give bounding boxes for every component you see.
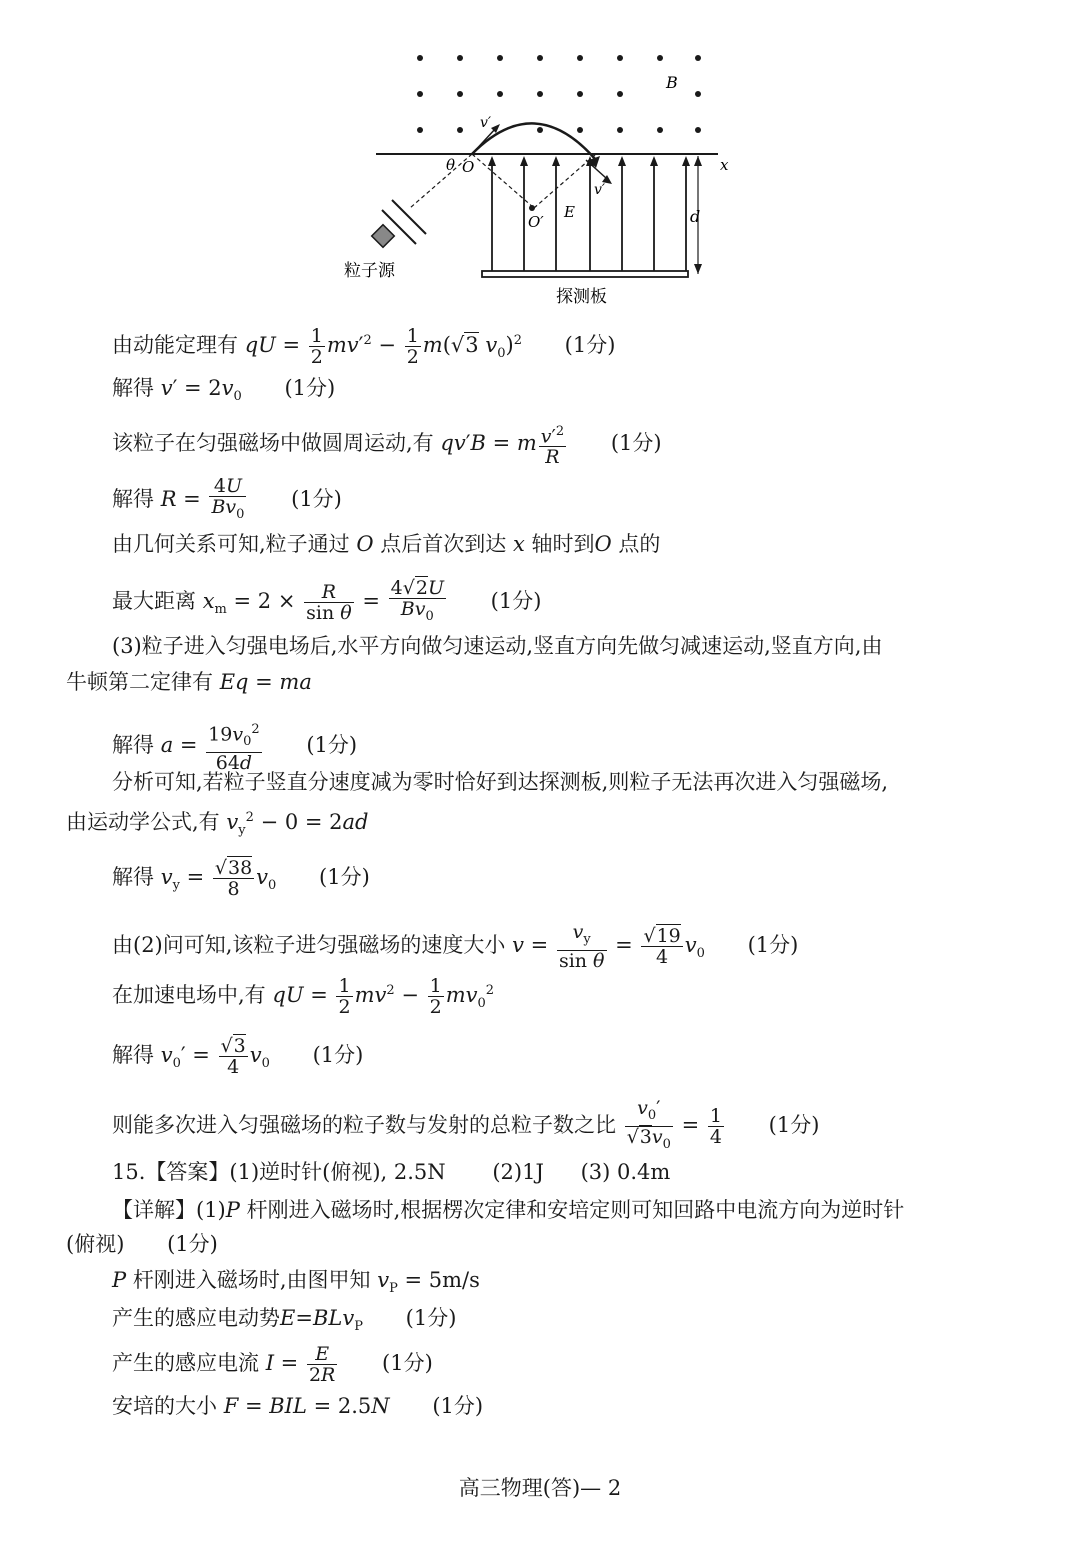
- line-q15-answer: 15.【答案】(1)逆时针(俯视), 2.5N (2)1J (3) 0.4m: [112, 1160, 671, 1184]
- label-vprime-right: v′: [594, 182, 606, 198]
- line-ratio: 则能多次进入匀强磁场的粒子数与发射的总粒子数之比 $\frac{v_0'}{√3v_0}$ = $\frac{1}{4}$ (1分): [112, 1097, 820, 1152]
- label-vprime-top: v′: [480, 115, 492, 131]
- line-solve-vy: 解得 $v_y$ = $\frac{√38}{8}$ $v_0$ (1分): [112, 857, 370, 900]
- line-emf: 产生的感应电动势E=BLv$_P$ (1分): [112, 1306, 457, 1335]
- line-circular-motion: 该粒子在匀强磁场中做圆周运动,有 qv′B = m $\frac{v'^2}{R}$ (1分): [112, 424, 662, 469]
- electric-field-lines: [492, 160, 686, 272]
- label-E: E: [564, 203, 575, 221]
- label-x: x: [720, 156, 729, 174]
- line-speed: 由(2)问可知,该粒子进匀强磁场的速度大小 v = $\frac{v_y}{\text{sin θ}}$ = $\frac{√19}{4}$ $v_0$ (1分): [112, 921, 799, 972]
- line-accel-field: 在加速电场中,有 qU = $\frac{1}{2}$ $mv^2$ − $\frac{1}{2}$ $mv_0^2$: [112, 975, 495, 1018]
- line-vp: P 杆刚进入磁场时,由图甲知 $v_P = 5m/s$: [112, 1268, 480, 1297]
- line-kinetic-energy: 由动能定理有 qU = $\frac{1}{2}$ $mv'^2$ − $\frac{1}{2}$ m(√3 $v_0)^2$ (1分): [112, 325, 616, 368]
- label-d: d: [690, 207, 701, 226]
- plate-1: [392, 200, 426, 234]
- label-plate: 探测板: [556, 287, 607, 307]
- line-part3: (3)粒子进入匀强电场后,水平方向做匀速运动,竖直方向先做匀减速运动,竖直方向,由: [112, 634, 883, 658]
- label-B: B: [666, 73, 678, 92]
- label-source: 粒子源: [344, 261, 395, 281]
- line-solve-v0prime: 解得 $v_0'$ = $\frac{√3}{4}$ $v_0$ (1分): [112, 1035, 364, 1078]
- label-O: O: [462, 158, 475, 176]
- line-analysis: 分析可知,若粒子竖直分速度减为零时恰好到达探测板,则粒子无法再次进入匀强磁场,: [112, 770, 889, 794]
- line-solve-R: 解得 R = $\frac{4U}{Bv_0}$ (1分): [112, 475, 342, 522]
- line-newton: 牛顿第二定律有 Eq = ma: [66, 670, 312, 694]
- particle-source: [372, 225, 395, 248]
- line-q15-detail: 【详解】(1)P 杆刚进入磁场时,根据楞次定律和安培定则可知回路中电流方向为逆时针: [112, 1198, 905, 1222]
- line-current: 产生的感应电流 I = $\frac{E}{2R}$ (1分): [112, 1343, 433, 1386]
- line-ampere-force: 安培的大小 F = BIL = 2.5N (1分): [112, 1394, 484, 1418]
- label-theta: θ: [446, 156, 456, 174]
- line-solve-vprime: 解得 $v' = 2v_0$ (1分): [112, 376, 336, 405]
- line-kinematics: 由运动学公式,有 $v_y^2 - 0 = 2ad$: [66, 810, 369, 839]
- line-topview: (俯视) (1分): [66, 1232, 218, 1256]
- page-footer: 高三物理(答)— 2: [458, 1476, 622, 1500]
- line-geometry: 由几何关系可知,粒子通过 O 点后首次到达 x 轴时到O 点的: [112, 532, 661, 556]
- line-solve-a: 解得 a = $\frac{19v_0^2}{64d}$ (1分): [112, 722, 358, 775]
- line-max-distance: 最大距离 $x_m = 2$ × $\frac{R}{\text{sin θ}}$ = $\frac{4√2U}{Bv_0}$ (1分): [112, 577, 542, 624]
- physics-diagram: [0, 0, 1080, 320]
- magnetic-field-dots: [417, 55, 701, 133]
- detector-plate: [482, 271, 688, 277]
- label-Oprime: O′: [528, 213, 544, 231]
